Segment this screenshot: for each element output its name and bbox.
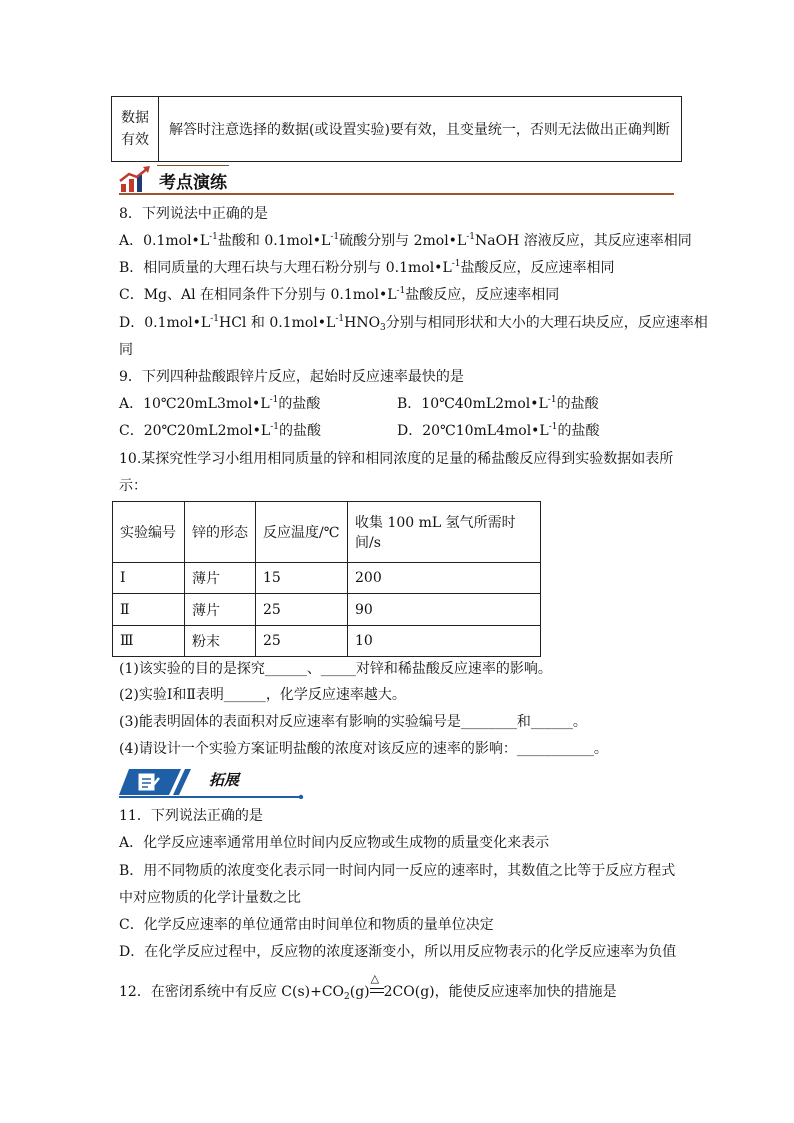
- q11-option-c: C．化学反应速率的单位通常由时间单位和物质的量单位决定: [119, 917, 494, 933]
- q8-option-c: C．Mg、Al 在相同条件下分别与 $0.1mol•L^{-1}$盐酸反应，反应速率相同: [119, 286, 560, 303]
- q10-subquestion-4: (4)请设计一个实验方案证明盐酸的浓度对该反应的速率的影响：___________。: [119, 741, 608, 757]
- section-header-extension: [119, 767, 304, 799]
- table-row: [113, 625, 541, 656]
- table-row: [113, 563, 541, 594]
- table-header-cell: 反应温度/℃: [256, 502, 348, 563]
- criteria-content-cell: 解答时注意选择的数据(或设置实验)要有效，且变量统一，否则无法做出正确判断: [159, 97, 682, 162]
- criteria-table: [111, 96, 682, 162]
- reaction-condition-arrow: [370, 972, 384, 1002]
- heat-delta-symbol: △: [370, 972, 380, 985]
- q9-stem: 9．下列四种盐酸跟锌片反应，起始时反应速率最快的是: [119, 369, 464, 385]
- table-row: [113, 594, 541, 625]
- table-cell: 薄片: [185, 563, 256, 594]
- table-cell: 90: [348, 594, 541, 625]
- table-cell: 粉末: [185, 625, 256, 656]
- equals-sign: [370, 988, 384, 993]
- criteria-label-line1: 数据: [121, 110, 149, 126]
- section-divider: [119, 193, 674, 195]
- q11-stem: 11．下列说法正确的是: [119, 808, 263, 824]
- section-title-exercises: 考点演练: [159, 173, 227, 193]
- q8-stem: 8．下列说法中正确的是: [119, 206, 268, 222]
- criteria-label-cell: [112, 97, 159, 162]
- table-header-cell: 实验编号: [113, 502, 185, 563]
- table-cell: Ⅲ: [113, 625, 185, 656]
- q8-option-d: D．$0.1mol•L^{-1}HCl$ 和 $0.1mol•L^{-1}HNO_3$分别与相同形状和大小的大理石块反应，反应速率相: [119, 314, 708, 333]
- criteria-label-line2: 有效: [121, 132, 149, 148]
- q12-stem: 12．在密闭系统中有反应 $C(s)+CO_2(g)$ △ 2CO(g)，能使反应速率加快的措施是: [119, 982, 617, 1002]
- table-cell: 10: [348, 625, 541, 656]
- table-header-cell: 锌的形态: [185, 502, 256, 563]
- q10-subquestion-1: (1)该实验的目的是探究______、_____对锌和稀盐酸反应速率的影响。: [119, 661, 552, 677]
- q9-option-b: B．$10℃40mL2mol•L^{-1}$的盐酸: [397, 395, 599, 412]
- q10-stem-line1: 10.某探究性学习小组用相同质量的锌和相同浓度的足量的稀盐酸反应得到实验数据如表所: [119, 451, 674, 467]
- table-header-cell: 收集 100 mL 氢气所需时间/s: [348, 502, 541, 563]
- table-cell: 15: [256, 563, 348, 594]
- table-cell: 25: [256, 594, 348, 625]
- table-cell: 200: [348, 563, 541, 594]
- q9-option-a: A．$10℃20mL3mol•L^{-1}$的盐酸: [119, 395, 321, 412]
- experiment-table: [112, 501, 541, 657]
- q8-option-a: A．$0.1mol•L^{-1}$盐酸和 $0.1mol•L^{-1}$硫酸分别与 $2mol•L^{-1}NaOH$ 溶液反应，其反应速率相同: [119, 232, 692, 249]
- q8-option-b: B．相同质量的大理石块与大理石粉分别与 $0.1mol•L^{-1}$盐酸反应，反应速率相同: [119, 259, 615, 276]
- table-cell: Ⅰ: [113, 563, 185, 594]
- rising-chart-icon: [119, 166, 153, 194]
- q11-option-d: D．在化学反应过程中，反应物的浓度逐渐变小，所以用反应物表示的化学反应速率为负值: [119, 944, 677, 960]
- table-cell: 25: [256, 625, 348, 656]
- experiment-table-header-row: [113, 502, 541, 563]
- q11-option-a: A．化学反应速率通常用单位时间内反应物或生成物的质量变化来表示: [119, 835, 550, 851]
- q10-subquestion-2: (2)实验Ⅰ和Ⅱ表明______，化学反应速率越大。: [119, 687, 406, 703]
- section-title-extension: 拓展: [209, 771, 240, 789]
- q10-stem-line2: 示：: [119, 478, 147, 494]
- table-cell: Ⅱ: [113, 594, 185, 625]
- q9-option-c: C．$20℃20mL2mol•L^{-1}$的盐酸: [119, 422, 321, 439]
- q8-option-d-continued: 同: [119, 342, 133, 358]
- notepad-pencil-icon: [137, 772, 161, 792]
- q11-option-b-continued: 中对应物质的化学计量数之比: [119, 890, 301, 906]
- q9-option-d: D．$20℃10mL4mol•L^{-1}$的盐酸: [397, 422, 600, 439]
- table-cell: 薄片: [185, 594, 256, 625]
- section-header-exercises: [119, 164, 674, 196]
- q10-subquestion-3: (3)能表明固体的表面积对反应速率有影响的实验编号是________和______。: [119, 714, 587, 730]
- q11-option-b: B．用不同物质的浓度变化表示同一时间内同一反应的速率时，其数值之比等于反应方程式: [119, 863, 676, 879]
- section-divider-top: [157, 165, 229, 166]
